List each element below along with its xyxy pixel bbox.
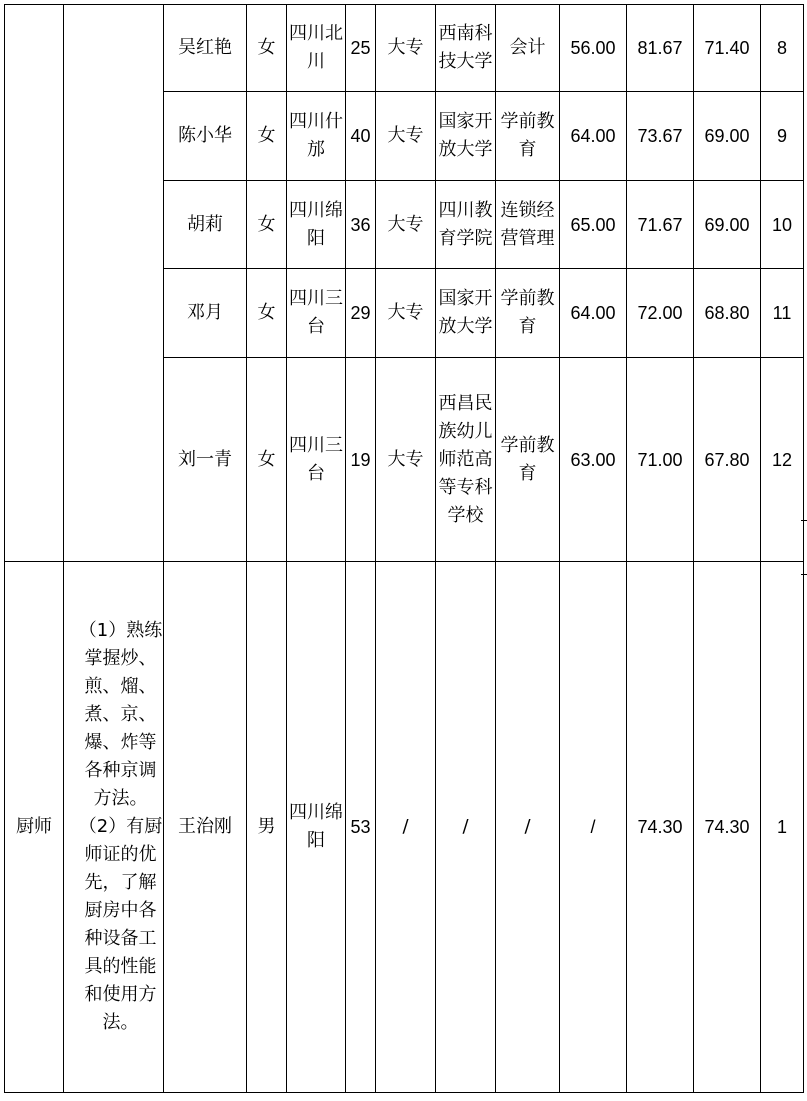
origin-cell: 四川绵阳 bbox=[287, 562, 346, 1093]
name-cell: 吴红艳 bbox=[164, 5, 247, 92]
rank-cell: 1 bbox=[761, 562, 804, 1093]
edge-tick-mark bbox=[801, 574, 807, 575]
name-cell: 刘一青 bbox=[164, 358, 247, 562]
age-cell: 53 bbox=[346, 562, 376, 1093]
school-cell: / bbox=[436, 562, 496, 1093]
gender-cell: 女 bbox=[247, 92, 287, 181]
rank-cell: 8 bbox=[761, 5, 804, 92]
origin-cell: 四川北川 bbox=[287, 5, 346, 92]
gender-cell: 女 bbox=[247, 269, 287, 358]
gender-cell: 女 bbox=[247, 358, 287, 562]
rank-cell: 11 bbox=[761, 269, 804, 358]
score-2-cell: 73.67 bbox=[627, 92, 694, 181]
major-cell: 连锁经营管理 bbox=[496, 181, 560, 269]
origin-cell: 四川绵阳 bbox=[287, 181, 346, 269]
rank-cell: 10 bbox=[761, 181, 804, 269]
table-row bbox=[5, 5, 804, 92]
score-2-cell: 71.67 bbox=[627, 181, 694, 269]
school-cell: 国家开放大学 bbox=[436, 269, 496, 358]
school-cell: 西昌民族幼儿师范高等专科学校 bbox=[436, 358, 496, 562]
position-cell: 厨师 bbox=[5, 562, 64, 1093]
requirement-cell bbox=[64, 5, 164, 562]
origin-cell: 四川三台 bbox=[287, 269, 346, 358]
gender-cell: 男 bbox=[247, 562, 287, 1093]
education-cell: 大专 bbox=[376, 269, 436, 358]
major-cell: / bbox=[496, 562, 560, 1093]
table-row bbox=[5, 562, 804, 1093]
name-cell: 王治刚 bbox=[164, 562, 247, 1093]
education-cell: 大专 bbox=[376, 5, 436, 92]
requirement-cell bbox=[64, 562, 164, 1093]
score-3-cell: 69.00 bbox=[694, 92, 761, 181]
score-1-cell: / bbox=[560, 562, 627, 1093]
origin-cell: 四川三台 bbox=[287, 358, 346, 562]
edge-tick-mark bbox=[801, 520, 807, 521]
score-1-cell: 64.00 bbox=[560, 269, 627, 358]
major-cell: 学前教育 bbox=[496, 92, 560, 181]
major-cell: 学前教育 bbox=[496, 358, 560, 562]
age-cell: 40 bbox=[346, 92, 376, 181]
gender-cell: 女 bbox=[247, 181, 287, 269]
education-cell: 大专 bbox=[376, 181, 436, 269]
rank-cell: 9 bbox=[761, 92, 804, 181]
requirement-text-2: （2）有厨师证的优先，了解厨房中各种设备工具的性能和使用方法。 bbox=[78, 816, 163, 1033]
score-3-cell: 67.80 bbox=[694, 358, 761, 562]
requirement-text-1: （1）熟练掌握炒、煎、熘、煮、京、爆、炸等各种京调方法。 bbox=[78, 620, 163, 809]
origin-cell: 四川什邡 bbox=[287, 92, 346, 181]
school-cell: 国家开放大学 bbox=[436, 92, 496, 181]
candidate-table bbox=[4, 4, 804, 1093]
score-2-cell: 71.00 bbox=[627, 358, 694, 562]
name-cell: 陈小华 bbox=[164, 92, 247, 181]
name-cell: 胡莉 bbox=[164, 181, 247, 269]
age-cell: 25 bbox=[346, 5, 376, 92]
name-cell: 邓月 bbox=[164, 269, 247, 358]
major-cell: 会计 bbox=[496, 5, 560, 92]
education-cell: 大专 bbox=[376, 92, 436, 181]
score-3-cell: 68.80 bbox=[694, 269, 761, 358]
score-1-cell: 56.00 bbox=[560, 5, 627, 92]
gender-cell: 女 bbox=[247, 5, 287, 92]
score-1-cell: 65.00 bbox=[560, 181, 627, 269]
age-cell: 19 bbox=[346, 358, 376, 562]
score-2-cell: 74.30 bbox=[627, 562, 694, 1093]
education-cell: / bbox=[376, 562, 436, 1093]
score-3-cell: 74.30 bbox=[694, 562, 761, 1093]
score-1-cell: 64.00 bbox=[560, 92, 627, 181]
score-2-cell: 72.00 bbox=[627, 269, 694, 358]
school-cell: 四川教育学院 bbox=[436, 181, 496, 269]
age-cell: 29 bbox=[346, 269, 376, 358]
age-cell: 36 bbox=[346, 181, 376, 269]
rank-cell: 12 bbox=[761, 358, 804, 562]
score-3-cell: 71.40 bbox=[694, 5, 761, 92]
education-cell: 大专 bbox=[376, 358, 436, 562]
score-1-cell: 63.00 bbox=[560, 358, 627, 562]
school-cell: 西南科技大学 bbox=[436, 5, 496, 92]
score-2-cell: 81.67 bbox=[627, 5, 694, 92]
major-cell: 学前教育 bbox=[496, 269, 560, 358]
score-3-cell: 69.00 bbox=[694, 181, 761, 269]
position-cell bbox=[5, 5, 64, 562]
